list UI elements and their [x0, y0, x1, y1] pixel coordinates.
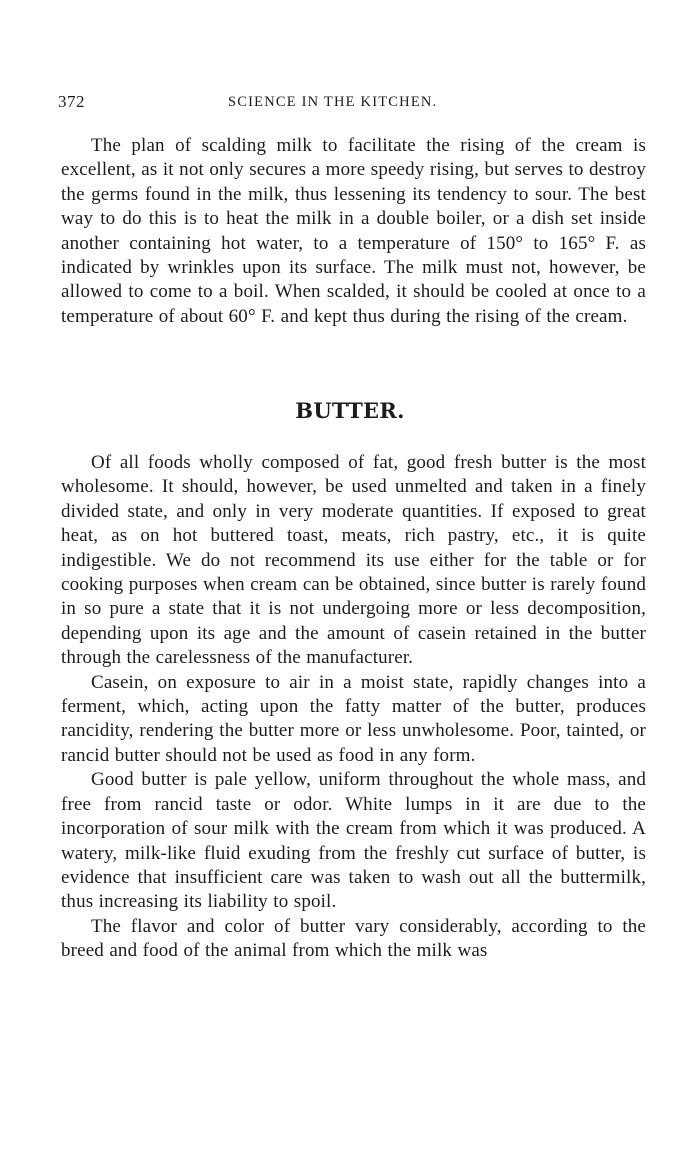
- intro-text-block: [61, 134, 646, 329]
- paragraph-casein: Casein, on exposure to air in a moist state, rapidly changes into a ferment, which, acting upon the fatty matter of the butter, produces rancidity, rendering the butter more or less unwholesome. Poor, tainted, or rancid butter should not be used as food in any form.: [61, 671, 646, 766]
- butter-text-block: [61, 451, 646, 964]
- running-header: [58, 92, 642, 116]
- running-title: SCIENCE IN THE KITCHEN.: [228, 94, 438, 110]
- paragraph-scalding-milk: The plan of scalding milk to facilitate the rising of the cream is excellent, as it not only secures a more speedy rising, but serves to destroy the germs found in the milk, thus lessening its tendency to sour. The best way to do this is to heat the milk in a double boiler, or a dish set inside another containing hot water, to a temperature of 150° to 165° F. as indicated by wrinkles upon its surface. The milk must not, however, be allowed to come to a boil. When scalded, it should be cooled at once to a temperature of about 60° F. and kept thus during the rising of the cream.: [61, 135, 646, 327]
- section-heading: BUTTER.: [295, 398, 405, 423]
- paragraph-good-butter: Good butter is pale yellow, uniform throughout the whole mass, and free from rancid taste or odor. White lumps in it are due to the incorporation of sour milk with the cream from which it was produced. A watery, milk-like fluid exuding from the freshly cut surface of butter, is evidence that insufficient care was taken to wash out all the buttermilk, thus increasing its liability to spoil.: [61, 769, 646, 913]
- paragraph-flavor-color: The flavor and color of butter vary considerably, according to the breed and food of the animal from which the milk was: [61, 915, 646, 962]
- paragraph-fresh-butter: Of all foods wholly composed of fat, good fresh butter is the most wholesome. It should, however, be used unmelted and taken in a finely divided state, and only in very moderate quantities. If exposed to great heat, as on hot buttered toast, meats, rich pastry, etc., it is quite indigestible. We do not recommend its use either for the table or for cooking purposes when cream can be obtained, since butter is rarely found in so pure a state that it is not undergoing more or less decomposition, depending upon its age and the amount of casein retained in the butter through the carelessness of the manufacturer.: [61, 452, 646, 669]
- page-number: 372: [58, 92, 85, 111]
